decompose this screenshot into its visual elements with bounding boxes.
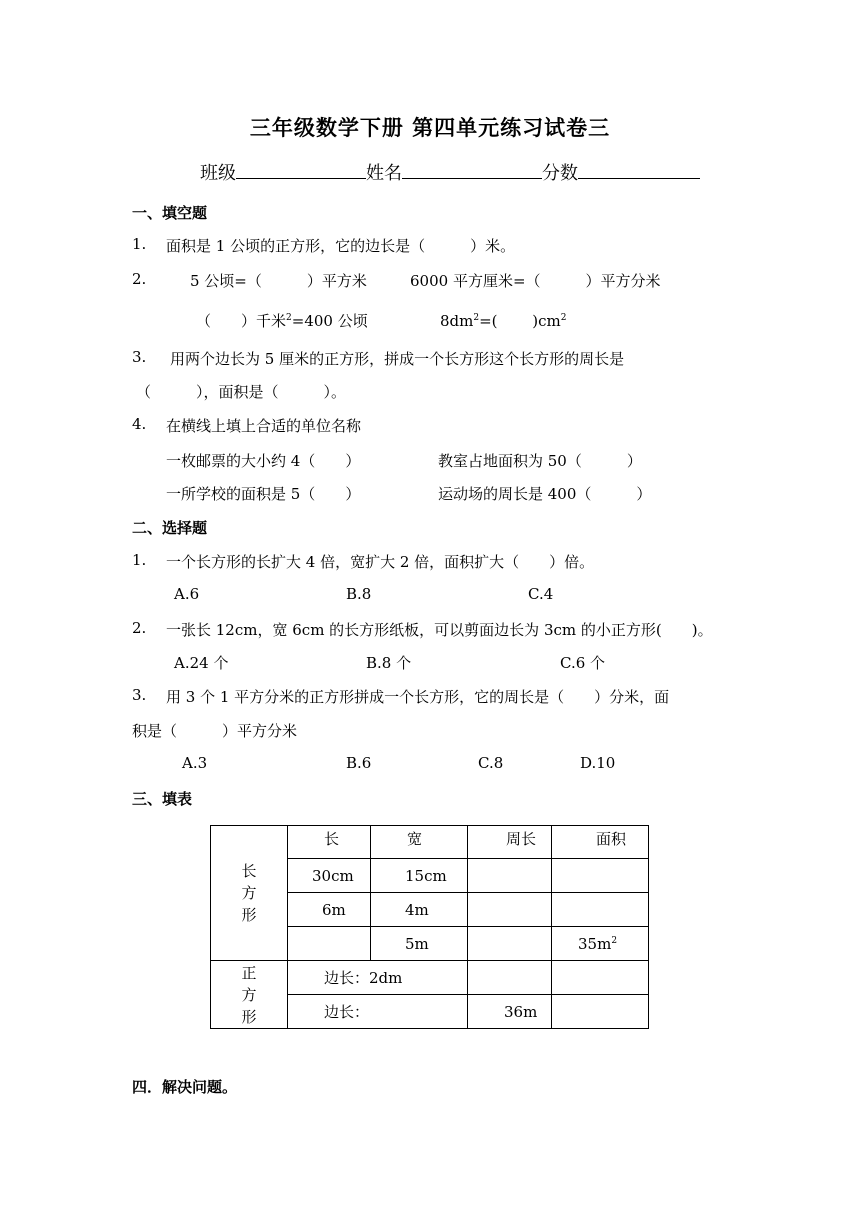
section-heading-multiple-choice: 二、选择题 — [132, 519, 208, 537]
question-part-c — [196, 310, 368, 331]
cell-area-answer[interactable] — [552, 961, 649, 995]
header-length: 长 — [288, 826, 371, 859]
option-a[interactable]: A.24 个 — [174, 654, 229, 672]
cell-perimeter-answer[interactable] — [468, 893, 552, 927]
superscript: 2 — [286, 313, 292, 323]
question-text-line2: 积是（ ）平方分米 — [132, 722, 298, 740]
section-heading-fill-table: 三、填表 — [132, 790, 193, 808]
cell-length: 6m — [288, 893, 371, 927]
option-c[interactable]: C.8 — [478, 754, 504, 772]
square-label-char: 方 — [241, 985, 257, 1004]
cell-perimeter-answer[interactable] — [468, 961, 552, 995]
question-text: 一个长方形的长扩大 4 倍，宽扩大 2 倍，面积扩大（ ）倍。 — [166, 553, 595, 571]
header-area: 面积 — [552, 826, 649, 859]
cell-width: 5m — [371, 927, 468, 961]
option-c[interactable]: C.6 个 — [560, 654, 606, 672]
rect-label-char: 方 — [241, 884, 257, 902]
question-number: 3. — [132, 348, 147, 366]
option-c[interactable]: C.4 — [528, 585, 554, 603]
cell-area-answer[interactable] — [552, 995, 649, 1029]
option-b[interactable]: B.6 — [346, 754, 372, 772]
cell-width: 4m — [371, 893, 468, 927]
header-width: 宽 — [371, 826, 468, 859]
part-d-middle: =( )cm — [479, 312, 561, 330]
question-number: 2. — [132, 619, 147, 637]
page-title: 三年级数学下册 第四单元练习试卷三 — [249, 115, 611, 140]
header-perimeter: 周长 — [468, 826, 552, 859]
class-blank[interactable] — [236, 158, 366, 179]
superscript: 2 — [473, 313, 480, 323]
student-info-line — [200, 158, 700, 185]
cell-length-answer[interactable] — [288, 927, 371, 961]
question-item-b: 教室占地面积为 50（ ） — [438, 452, 642, 470]
square-label-char: 形 — [241, 1007, 257, 1026]
name-blank[interactable] — [402, 158, 542, 179]
cell-perimeter-answer[interactable] — [468, 927, 552, 961]
cell-area-answer[interactable] — [552, 859, 649, 893]
question-number: 1. — [132, 235, 147, 253]
square-label-cell — [211, 961, 288, 1029]
cell-side: 边长： — [288, 995, 468, 1029]
question-item-d: 运动场的周长是 400（ ） — [438, 485, 652, 503]
option-d[interactable]: D.10 — [580, 754, 616, 772]
cell-perimeter-answer[interactable] — [468, 859, 552, 893]
question-text-line1: 用两个边长为 5 厘米的正方形，拼成一个长方形这个长方形的周长是 — [170, 350, 625, 368]
table-header-row — [211, 826, 649, 859]
cell-perimeter: 36m — [468, 995, 552, 1029]
score-blank[interactable] — [578, 158, 700, 179]
question-text: 面积是 1 公顷的正方形，它的边长是（ ）米。 — [166, 237, 516, 255]
superscript: 2 — [560, 313, 567, 323]
option-a[interactable]: A.3 — [182, 754, 208, 772]
part-d-prefix: 8dm — [440, 312, 474, 330]
question-text: 一张长 12cm，宽 6cm 的长方形纸板，可以剪面边长为 3cm 的小正方形( )。 — [166, 621, 713, 639]
square-label-char: 正 — [241, 963, 257, 982]
score-label: 分数 — [542, 163, 578, 184]
question-number: 2. — [132, 270, 147, 288]
fill-table — [210, 825, 649, 1029]
cell-side: 边长：2dm — [288, 961, 468, 995]
rect-label-char: 形 — [241, 906, 257, 924]
part-c-prefix: （ ）千米 — [196, 312, 287, 330]
class-label: 班级 — [200, 163, 236, 184]
rect-label-char: 长 — [241, 862, 257, 880]
name-label: 姓名 — [366, 163, 402, 184]
question-item-c: 一所学校的面积是 5（ ） — [166, 485, 361, 503]
question-item-a: 一枚邮票的大小约 4（ ） — [166, 452, 361, 470]
section-heading-word-problems: 四．解决问题。 — [132, 1078, 238, 1096]
cell-length: 30cm — [288, 859, 371, 893]
cell-area — [552, 927, 649, 961]
question-part-b: 6000 平方厘米=（ ）平方分米 — [410, 272, 661, 290]
question-text: 在横线上填上合适的单位名称 — [166, 417, 362, 435]
superscript: 2 — [611, 935, 618, 946]
cell-area-answer[interactable] — [552, 893, 649, 927]
question-number: 1. — [132, 551, 147, 569]
question-text-line2: （ ），面积是（ ）。 — [136, 383, 347, 401]
cell-area-value: 35m — [578, 934, 612, 953]
question-number: 4. — [132, 415, 147, 433]
table-row — [211, 961, 649, 995]
cell-width: 15cm — [371, 859, 468, 893]
question-part-d — [440, 310, 567, 331]
section-heading-fill-blank: 一、填空题 — [132, 204, 208, 222]
option-b[interactable]: B.8 — [346, 585, 372, 603]
question-text-line1: 用 3 个 1 平方分米的正方形拼成一个长方形，它的周长是（ ）分米，面 — [166, 688, 670, 706]
question-number: 3. — [132, 686, 147, 704]
rect-label-cell — [211, 826, 288, 961]
question-part-a: 5 公顷=（ ）平方米 — [190, 272, 367, 290]
option-b[interactable]: B.8 个 — [366, 654, 412, 672]
option-a[interactable]: A.6 — [174, 585, 200, 603]
part-c-suffix: =400 公顷 — [291, 312, 368, 330]
